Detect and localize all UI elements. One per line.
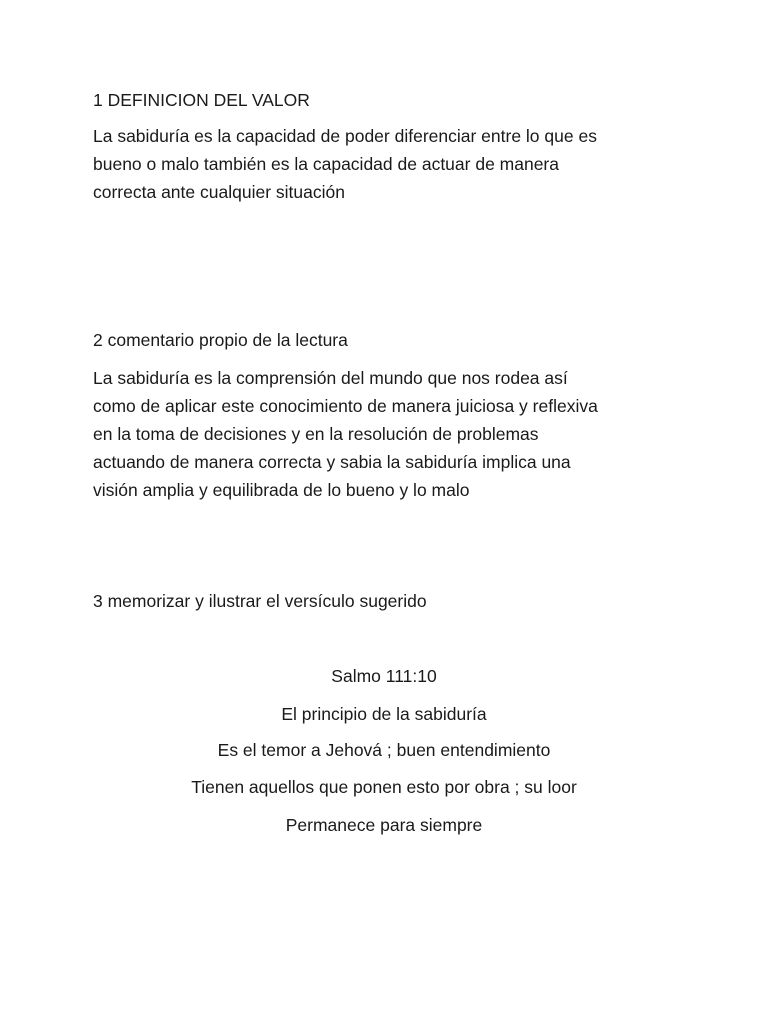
section-2-line: La sabiduría es la comprensión del mundo que nos rodea así xyxy=(93,368,568,388)
section-2-heading: 2 comentario propio de la lectura xyxy=(93,330,348,350)
verse-line: Permanece para siempre xyxy=(285,815,483,835)
section-1-paragraph xyxy=(93,122,597,206)
section-2-line: en la toma de decisiones y en la resolución de problemas xyxy=(93,424,539,444)
verse-line: Tienen aquellos que ponen esto por obra ; su loor xyxy=(191,777,577,797)
section-1-line: bueno o malo también es la capacidad de actuar de manera xyxy=(93,154,559,174)
section-3-heading: 3 memorizar y ilustrar el versículo sugerido xyxy=(93,591,427,611)
section-2-line: como de aplicar este conocimiento de manera juiciosa y reflexiva xyxy=(93,396,598,416)
verse-reference: Salmo 111:10 xyxy=(331,666,437,686)
section-1-line: La sabiduría es la capacidad de poder diferenciar entre lo que es xyxy=(93,126,597,146)
section-2-line: actuando de manera correcta y sabia la sabiduría implica una xyxy=(93,452,571,472)
verse-line: Es el temor a Jehová ; buen entendimiento xyxy=(217,740,551,760)
section-2-line: visión amplia y equilibrada de lo bueno y lo malo xyxy=(93,480,470,500)
section-1-line: correcta ante cualquier situación xyxy=(93,182,345,202)
verse-line: El principio de la sabiduría xyxy=(281,704,487,724)
section-1-heading: 1 DEFINICION DEL VALOR xyxy=(93,90,310,110)
section-2-paragraph xyxy=(93,364,598,504)
